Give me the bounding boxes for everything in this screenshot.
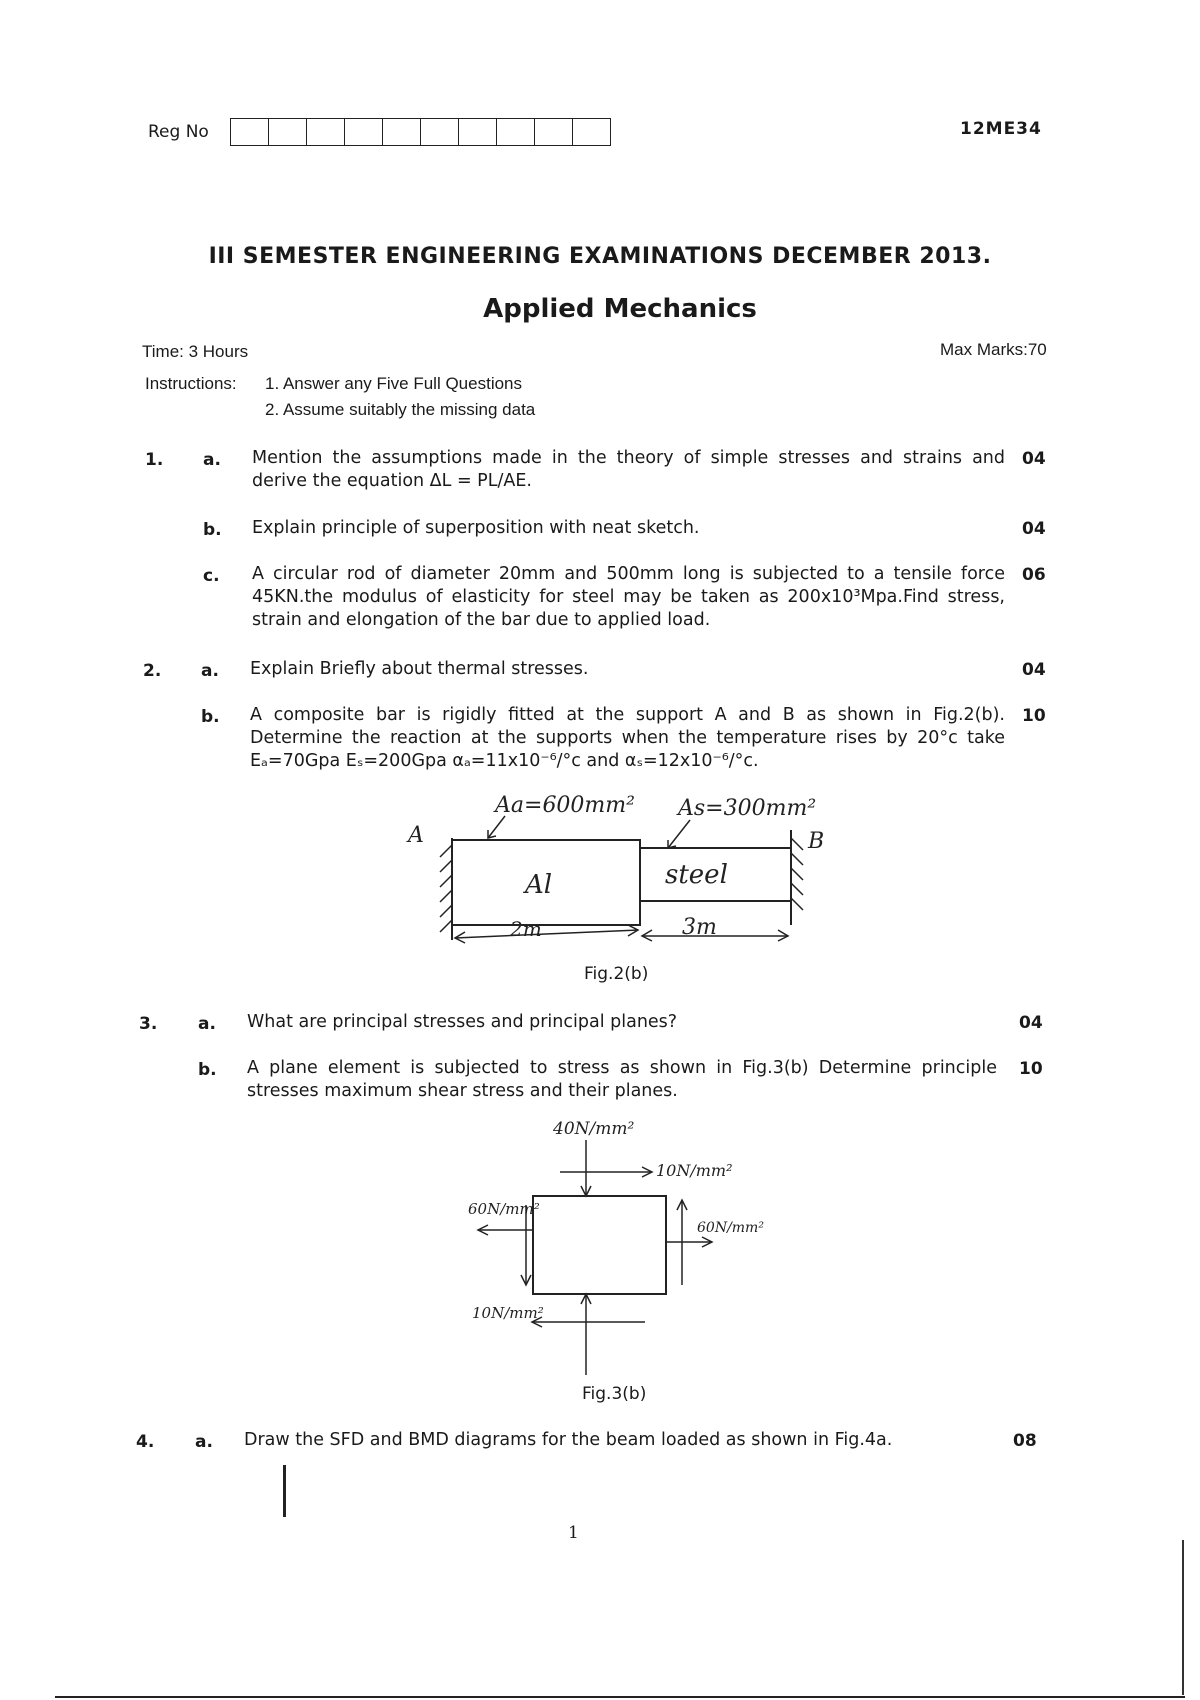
instruction-2: 2. Assume suitably the missing data xyxy=(265,400,536,419)
question-1c-text: A circular rod of diameter 20mm and 500mm long is subjected to a tensile force 45KN.the modulus of elasticity for steel may be taken as 200x10³Mpa.Find stress, strain and elongation of the bar due to applied load. xyxy=(252,564,1005,630)
shear-bottom-label: 10N/mm² xyxy=(472,1304,544,1322)
question-4a-text: Draw the SFD and BMD diagrams for the beam loaded as shown in Fig.4a. xyxy=(244,1430,893,1450)
question-part: b. xyxy=(203,520,222,540)
question-part: c. xyxy=(203,566,220,586)
al-length-label: 2m xyxy=(510,917,542,941)
marks-3a: 04 xyxy=(1019,1013,1043,1033)
page-bottom-edge xyxy=(55,1696,1185,1698)
question-1b-text: Explain principle of superposition with neat sketch. xyxy=(252,518,700,538)
instruction-1: 1. Answer any Five Full Questions xyxy=(265,374,523,393)
question-3a-text: What are principal stresses and principal planes? xyxy=(247,1012,678,1032)
question-part: a. xyxy=(203,450,221,470)
area-al-label: Aa=600mm² xyxy=(495,793,635,818)
marks-1b: 04 xyxy=(1022,519,1046,539)
question-part: b. xyxy=(198,1060,217,1080)
paper-code: 12ME34 xyxy=(960,119,1042,139)
question-1a-text: Mention the assumptions made in the theory of simple stresses and strains and derive the equation ΔL = PL/AE. xyxy=(252,448,1005,491)
fig-4a-fragment xyxy=(283,1465,286,1517)
question-number-4: 4. xyxy=(136,1432,155,1452)
marks-1a: 04 xyxy=(1022,449,1046,469)
fig-3b-caption: Fig.3(b) xyxy=(582,1384,647,1404)
question-part: a. xyxy=(201,661,219,681)
stress-left-label: 60N/mm² xyxy=(468,1200,540,1218)
question-number-2: 2. xyxy=(143,661,162,681)
max-marks: Max Marks:70 xyxy=(940,340,1047,359)
question-number-3: 3. xyxy=(139,1014,158,1034)
stress-right-label: 60N/mm² xyxy=(697,1220,764,1236)
marks-2a: 04 xyxy=(1022,660,1046,680)
page-right-edge xyxy=(1182,1540,1184,1695)
exam-duration: Time: 3 Hours xyxy=(142,342,249,361)
shear-top-label: 10N/mm² xyxy=(656,1161,733,1180)
marks-4a: 08 xyxy=(1013,1431,1037,1451)
area-steel-label: As=300mm² xyxy=(678,796,817,821)
al-bar-label: Al xyxy=(525,870,553,900)
instructions-label: Instructions: xyxy=(145,374,237,393)
question-part: a. xyxy=(198,1014,216,1034)
support-b-label: B xyxy=(808,829,825,854)
steel-bar-label: steel xyxy=(665,860,728,890)
steel-length-label: 3m xyxy=(682,915,717,940)
question-2b-text: A composite bar is rigidly fitted at the support A and B as shown in Fig.2(b). Determine the reaction at the supports when the temperature rises by 20°c take Eₐ=70Gpa Eₛ=200Gpa αₐ=11x10⁻⁶/°c and αₛ=12x10⁻⁶/°c. xyxy=(250,705,1005,771)
question-number-1: 1. xyxy=(145,450,164,470)
question-2a-text: Explain Briefly about thermal stresses. xyxy=(250,659,589,679)
page-number: 1 xyxy=(568,1523,579,1543)
reg-no-label: Reg No xyxy=(148,122,209,142)
fig-2b-caption: Fig.2(b) xyxy=(584,964,649,984)
subject-title: Applied Mechanics xyxy=(483,294,757,324)
question-part: b. xyxy=(201,707,220,727)
support-a-label: A xyxy=(408,823,424,848)
marks-2b: 10 xyxy=(1022,706,1046,726)
question-3b-text: A plane element is subjected to stress as shown in Fig.3(b) Determine principle stresses maximum shear stress and their planes. xyxy=(247,1058,997,1101)
marks-1c: 06 xyxy=(1022,565,1046,585)
stress-top-label: 40N/mm² xyxy=(553,1119,635,1139)
marks-3b: 10 xyxy=(1019,1059,1043,1079)
question-part: a. xyxy=(195,1432,213,1452)
exam-title: III SEMESTER ENGINEERING EXAMINATIONS DECEMBER 2013. xyxy=(208,244,992,269)
